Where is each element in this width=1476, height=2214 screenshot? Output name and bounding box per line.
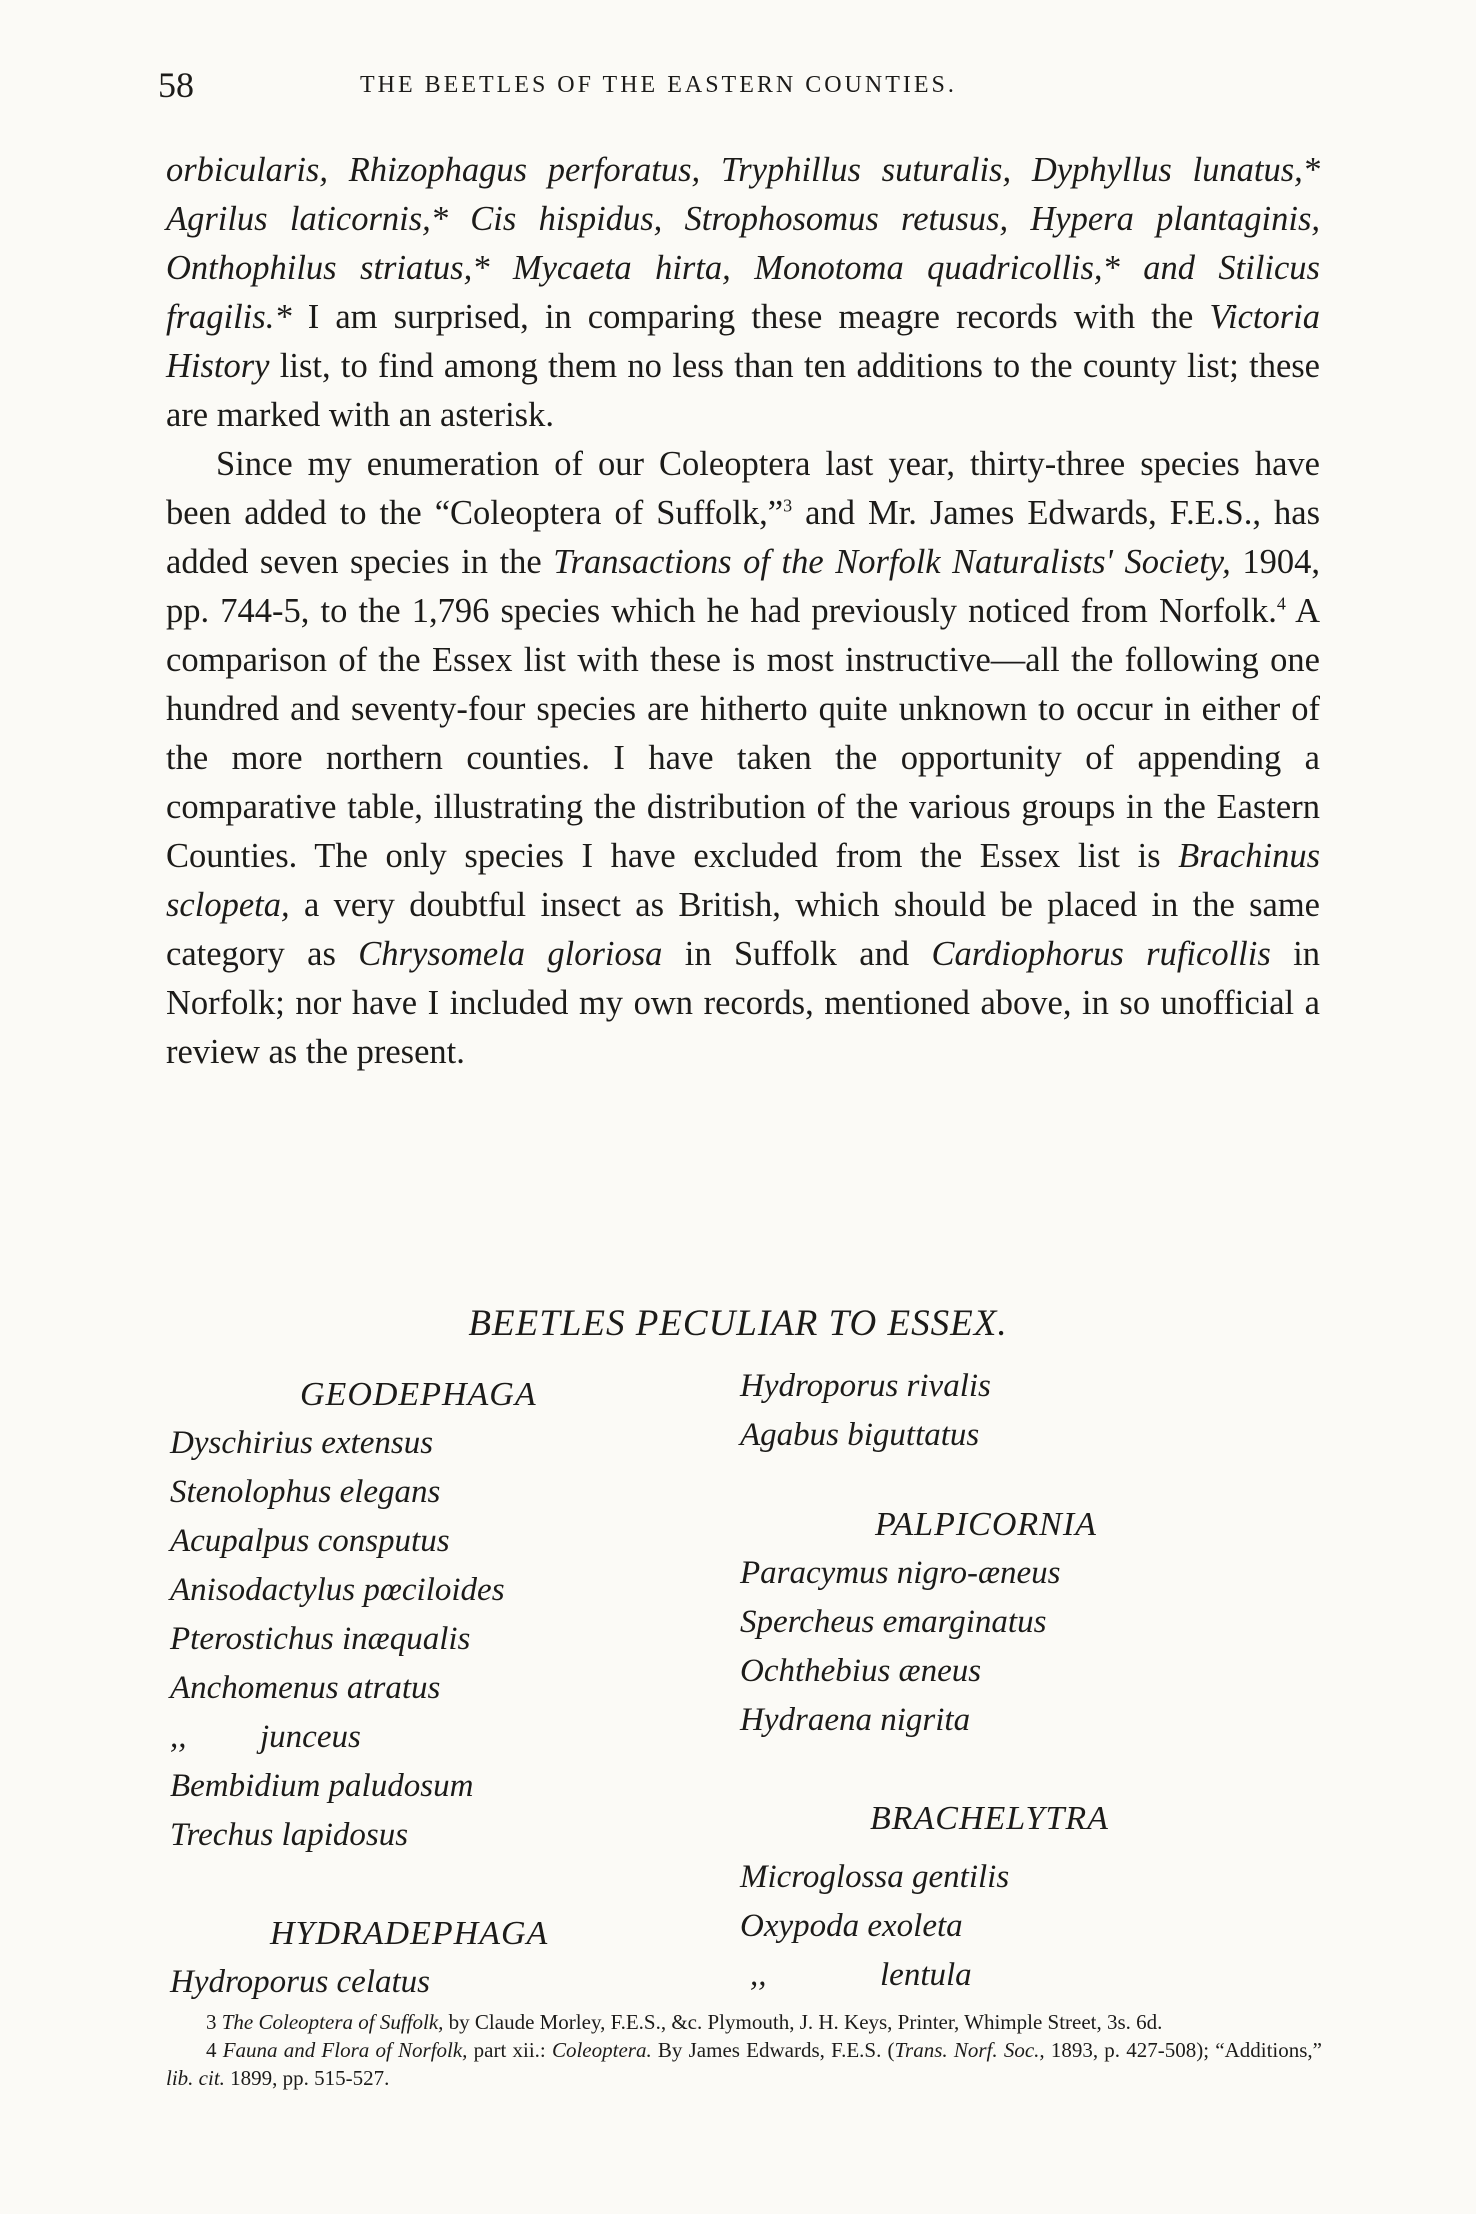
text-run: I am surprised, in comparing these meagre records with the [291, 298, 1210, 336]
footnote-ref-4: 4 [1276, 593, 1286, 614]
text-run: a very doubtful insect as British, which should be placed in the same category as [166, 886, 1320, 973]
paragraph-1 [166, 146, 1320, 440]
section-palpicornia: PALPICORNIA [875, 1506, 1097, 1543]
section-brachelytra: BRACHELYTRA [870, 1800, 1109, 1837]
footnote-number: 4 [206, 2038, 217, 2062]
footnote-4 [166, 2036, 1322, 2092]
text-run-italic: Victoria History [166, 298, 1320, 385]
text-run: list, to find among them no less than ten additions to the county list; these are marked with an asterisk. [166, 347, 1320, 434]
species-epithet: junceus [260, 1719, 361, 1755]
species-list-text: orbicularis, Rhizophagus perforatus, Tryphillus suturalis, Dyphyllus lunatus,* Agrilus laticornis,* Cis hispidus, Strophosomus retusus, Hypera plantaginis, Onthophilus striatus,* Mycaeta hirta, Monotoma quadricollis,* and Stilicus fragilis.* [166, 151, 1320, 336]
spacer [170, 1860, 730, 1909]
species-item: Hydroporus celatus [170, 1964, 431, 2000]
species-item: Stenolophus elegans [170, 1474, 441, 1510]
footnote-title: The Coleoptera of Suffolk, [221, 2010, 444, 2034]
species-item: Oxypoda exoleta [740, 1908, 963, 1944]
body-text [166, 146, 1320, 1077]
page-number: 58 [158, 65, 194, 105]
text-run: A comparison of the Essex list with these is most instructive—all the following one hundred and seventy-four species are hitherto quite unknown to occur in either of the more northern counties. I have taken the opportunity of appending a comparative table, illustrating the distribution of the various groups in the Eastern Counties. The only species I have excluded from the Essex list is [166, 592, 1320, 875]
text-run: and Mr. James Edwards, F.E.S., has added seven species in the [166, 494, 1320, 581]
spacer [740, 1460, 1300, 1500]
footnote-title: Fauna and Flora of Norfolk, [222, 2038, 468, 2062]
footnote-number: 3 [206, 2010, 217, 2034]
ditto-mark: ,, [750, 1957, 767, 1993]
footnote-text: 1893, p. 427-508); “Additions,” [1044, 2038, 1323, 2062]
section-geodephaga: GEODEPHAGA [300, 1376, 537, 1413]
footnote-text-italic: Trans. Norf. Soc., [894, 2038, 1045, 2062]
species-item: Ochthebius æneus [740, 1653, 982, 1689]
species-item: Agabus biguttatus [740, 1417, 980, 1453]
species-item: Bembidium paludosum [170, 1768, 474, 1804]
footnote-3 [166, 2008, 1322, 2036]
species-epithet: lentula [880, 1957, 972, 1993]
text-run-italic: Brachinus sclopeta, [166, 837, 1320, 924]
footnote-ref-3: 3 [783, 495, 793, 516]
species-item: Anchomenus atratus [170, 1670, 441, 1706]
species-item: Paracymus nigro-æneus [740, 1555, 1061, 1591]
species-item: Acupalpus consputus [170, 1523, 450, 1559]
running-header [154, 64, 1334, 114]
footnote-text: By James Edwards, F.E.S. ( [651, 2038, 895, 2062]
text-run-italic: Chrysomela gloriosa [358, 935, 663, 973]
text-run: in Norfolk; nor have I included my own records, mentioned above, in so unofficial a review as the present. [166, 935, 1320, 1071]
paragraph-2 [166, 440, 1320, 1077]
species-item: Pterostichus inæqualis [170, 1621, 471, 1657]
text-run-italic: Cardiophorus ruficollis [931, 935, 1271, 973]
species-item: Spercheus emarginatus [740, 1604, 1047, 1640]
running-title: THE BEETLES OF THE EASTERN COUNTIES. [360, 72, 957, 98]
footnote-text: by Claude Morley, F.E.S., &c. Plymouth, J. H. Keys, Printer, Whimple Street, 3s. 6d. [443, 2010, 1163, 2034]
spacer [740, 1843, 1300, 1853]
species-item: Dyschirius extensus [170, 1425, 434, 1461]
species-item: Hydroporus rivalis [740, 1368, 991, 1404]
text-run: Since my enumeration of our Coleoptera last year, thirty-three species have been added to the “Coleoptera of Suffolk,” [166, 445, 1320, 532]
species-item-ditto [740, 1951, 1300, 2000]
footnote-text-italic: Coleoptera. [551, 2038, 652, 2062]
ditto-mark: ,, [170, 1719, 187, 1755]
footnote-text: part xii.: [467, 2038, 552, 2062]
species-column-right [740, 1362, 1300, 2000]
section-hydradephaga: HYDRADEPHAGA [270, 1915, 549, 1952]
species-item: Microglossa gentilis [740, 1859, 1010, 1895]
text-run: 1904, pp. 744-5, to the 1,796 species which he had previously noticed from Norfolk. [166, 543, 1320, 630]
spacer [740, 1745, 1300, 1794]
species-column-left [170, 1370, 730, 2007]
species-item-ditto [170, 1713, 730, 1762]
footnote-text: 1899, pp. 515-527. [224, 2066, 390, 2090]
species-item: Trechus lapidosus [170, 1817, 409, 1853]
text-run: in Suffolk and [662, 935, 932, 973]
footnotes [166, 2008, 1322, 2092]
text-run-italic: Transactions of the Norfolk Naturalists' Society, [553, 543, 1231, 581]
species-item: Anisodactylus pœciloides [170, 1572, 505, 1608]
footnote-text-italic: lib. cit. [166, 2066, 225, 2090]
species-item: Hydraena nigrita [740, 1702, 971, 1738]
list-heading: BEETLES PECULIAR TO ESSEX. [468, 1303, 1008, 1344]
